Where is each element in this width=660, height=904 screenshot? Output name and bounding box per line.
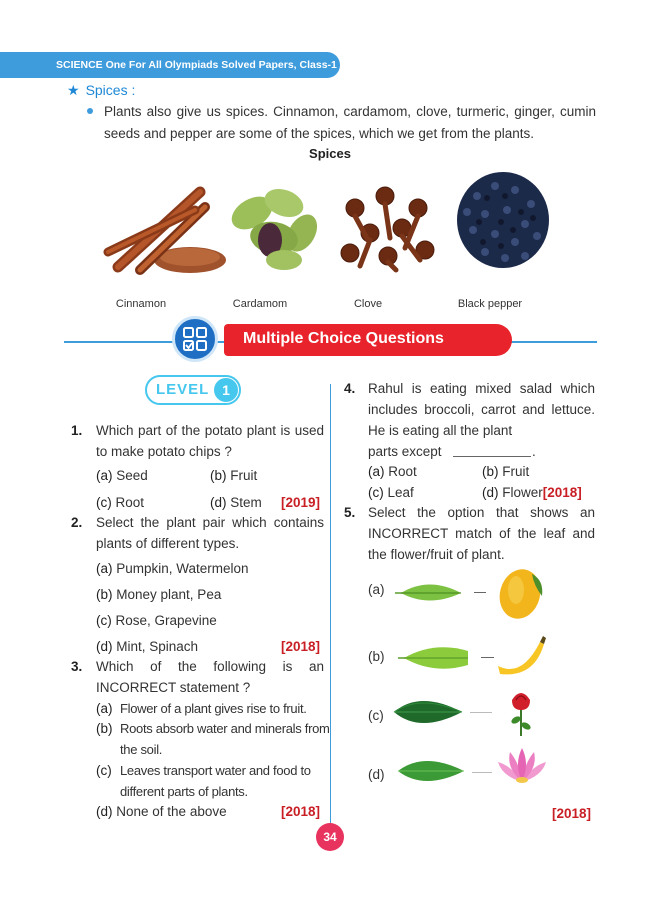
mcq-title: Multiple Choice Questions <box>243 330 444 347</box>
caption-black-pepper: Black pepper <box>457 298 523 310</box>
lotus-leaf-image <box>394 751 466 791</box>
answer-blank <box>453 456 531 457</box>
q1-option-c: (c) Root <box>96 495 145 510</box>
q1-option-d: (d) Stem <box>210 495 262 510</box>
q5-option-a: (a) <box>368 582 385 597</box>
checklist-icon <box>175 319 215 359</box>
q2-year: [2018] <box>281 639 321 654</box>
q4-option-c: (c) Leaf <box>368 485 414 500</box>
q5-number: 5. <box>344 505 356 520</box>
q3-option-d: (d) None of the above <box>96 804 227 819</box>
q3-option-b-text: Roots absorb water and minerals from the soil. <box>120 721 330 757</box>
q1-year: [2019] <box>281 495 321 510</box>
q1-text: Which part of the potato plant is used to make potato chips ? <box>96 423 324 459</box>
column-divider <box>330 384 331 824</box>
q3-text: Which of the following is an INCORRECT statement ? <box>96 659 324 695</box>
q4-year: [2018] <box>542 485 582 500</box>
level-label: LEVEL <box>156 381 210 398</box>
q5c-dash <box>470 712 492 713</box>
q2-option-c: (c) Rose, Grapevine <box>96 613 217 628</box>
cardamom-image <box>222 178 327 273</box>
mango-image <box>496 564 548 622</box>
q3-number: 3. <box>71 659 83 674</box>
q5d-dash <box>472 772 492 773</box>
q1-option-b: (b) Fruit <box>210 468 258 483</box>
level-number: 1 <box>214 378 238 402</box>
bullet-icon <box>87 108 93 114</box>
q5-year: [2018] <box>552 806 592 821</box>
q5-text: Select the option that shows an INCORRECT match of the leaf and the flower/fruit of plant. <box>368 505 595 562</box>
caption-cardamom: Cardamom <box>232 298 288 310</box>
q2-option-b: (b) Money plant, Pea <box>96 587 222 602</box>
q5a-dash <box>474 592 486 593</box>
q2-option-a: (a) Pumpkin, Watermelon <box>96 561 249 576</box>
mango-leaf-image <box>395 578 465 608</box>
rose-leaf-image <box>390 690 465 734</box>
star-icon: ★ <box>67 82 80 98</box>
mcq-badge <box>172 316 218 362</box>
q4-text: Rahul is eating mixed salad which includes broccoli, carrot and lettuce. He is eating all the plant <box>368 381 595 438</box>
q2-option-d: (d) Mint, Spinach <box>96 639 199 654</box>
q4-option-b: (b) Fruit <box>482 464 530 479</box>
q5b-dash <box>481 657 494 658</box>
q4-blank-period: . <box>532 444 536 459</box>
q4-text-end: parts except <box>368 444 442 459</box>
cinnamon-image <box>100 182 230 277</box>
spices-figure-title: Spices <box>309 146 351 161</box>
q3-option-a: (a) <box>96 701 113 716</box>
spices-heading <box>67 82 135 99</box>
page-number: 34 <box>316 823 344 851</box>
q3-option-c: (c) <box>96 763 112 778</box>
q1-number: 1. <box>71 423 83 438</box>
lotus-image <box>494 746 550 786</box>
q1-option-a: (a) Seed <box>96 468 148 483</box>
q3-option-b: (b) <box>96 721 113 736</box>
q5-option-b: (b) <box>368 649 385 664</box>
caption-cinnamon: Cinnamon <box>115 298 167 310</box>
banana-image <box>494 634 548 680</box>
q3-option-a-text: Flower of a plant gives rise to fruit. <box>120 701 307 716</box>
q5-option-c: (c) <box>368 708 384 723</box>
q3-option-c-text: Leaves transport water and food to different parts of plants. <box>120 763 311 799</box>
q4-option-a: (a) Root <box>368 464 417 479</box>
book-title: SCIENCE One For All Olympiads Solved Papers, Class-1 <box>56 59 337 71</box>
q2-text: Select the plant pair which contains plants of different types. <box>96 515 324 551</box>
q2-number: 2. <box>71 515 83 530</box>
q4-option-d: (d) Flower[2018] <box>482 485 582 500</box>
q3-year: [2018] <box>281 804 321 819</box>
spices-paragraph: Plants also give us spices. Cinnamon, cardamom, clove, turmeric, ginger, cumin seeds and pepper are some of the spices, which we get from the plants. <box>104 104 596 141</box>
clove-image <box>330 178 445 273</box>
caption-clove: Clove <box>353 298 383 310</box>
spices-heading-text: Spices : <box>85 82 136 98</box>
banana-leaf-image <box>398 641 470 675</box>
q5-option-d: (d) <box>368 767 385 782</box>
rose-image <box>506 688 536 738</box>
black-pepper-image <box>455 168 555 273</box>
q4-number: 4. <box>344 381 356 396</box>
